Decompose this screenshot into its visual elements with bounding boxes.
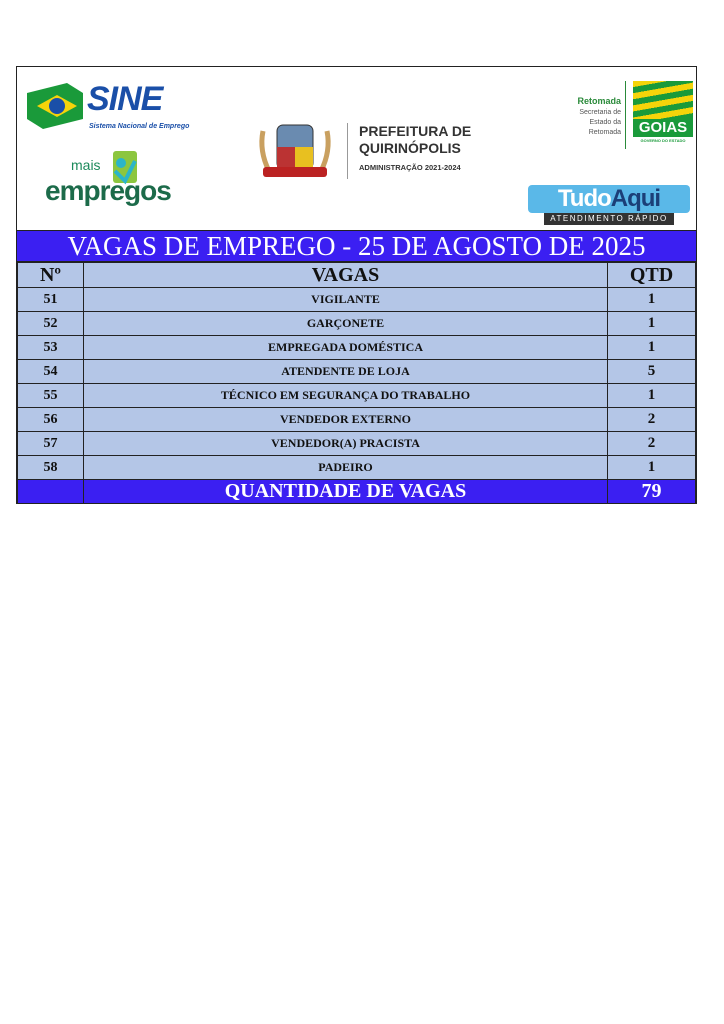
retomada-title: Retomada [577, 96, 621, 106]
row-number: 54 [18, 360, 84, 384]
job-quantity: 1 [608, 288, 696, 312]
job-quantity: 1 [608, 312, 696, 336]
table-row [18, 312, 696, 336]
sine-logo-text: SINE [87, 80, 163, 118]
goias-flag-icon [633, 81, 693, 119]
job-quantity: 2 [608, 408, 696, 432]
total-value: 79 [608, 480, 696, 504]
prefeitura-admin: ADMINISTRAÇÃO 2021-2024 [359, 163, 461, 172]
retomada-logo [537, 95, 621, 138]
logo-header [17, 67, 696, 231]
row-number: 55 [18, 384, 84, 408]
goias-name: GOIAS [633, 119, 693, 137]
goias-logo [633, 81, 693, 147]
retomada-line1: Secretaria de [579, 109, 621, 116]
total-empty-cell [18, 480, 84, 504]
job-quantity: 1 [608, 384, 696, 408]
table-row [18, 432, 696, 456]
table-row [18, 408, 696, 432]
job-title: TÉCNICO EM SEGURANÇA DO TRABALHO [84, 384, 608, 408]
job-title: PADEIRO [84, 456, 608, 480]
job-sheet [16, 66, 697, 504]
divider [347, 123, 348, 179]
job-quantity: 1 [608, 456, 696, 480]
retomada-line2: Estado da [589, 119, 621, 126]
job-title: ATENDENTE DE LOJA [84, 360, 608, 384]
row-number: 56 [18, 408, 84, 432]
row-number: 58 [18, 456, 84, 480]
column-header-vagas: VAGAS [84, 263, 608, 288]
sine-logo-icon [27, 83, 83, 129]
column-header-qtd: QTD [608, 263, 696, 288]
tudo-aqui-sub: ATENDIMENTO RÁPIDO [544, 213, 674, 225]
retomada-line3: Retomada [588, 129, 621, 136]
total-row [18, 480, 696, 504]
aqui-label: Aqui [610, 185, 661, 212]
job-quantity: 2 [608, 432, 696, 456]
prefeitura-line2: QUIRINÓPOLIS [359, 140, 461, 156]
prefeitura-line1: PREFEITURA DE [359, 123, 472, 139]
quirinopolis-crest-icon [255, 121, 335, 181]
sine-subtitle: Sistema Nacional de Emprego [89, 123, 190, 130]
column-header-number: Nº [18, 263, 84, 288]
table-row [18, 456, 696, 480]
job-title: VENDEDOR(A) PRACISTA [84, 432, 608, 456]
empregos-label: empregos [45, 175, 171, 206]
total-label: QUANTIDADE DE VAGAS [84, 480, 608, 504]
table-row [18, 384, 696, 408]
job-quantity: 5 [608, 360, 696, 384]
row-number: 51 [18, 288, 84, 312]
divider [625, 81, 626, 149]
table-row [18, 336, 696, 360]
tudo-aqui-logo [528, 185, 690, 227]
mais-label: mais [71, 157, 101, 173]
table-row [18, 288, 696, 312]
job-quantity: 1 [608, 336, 696, 360]
tudo-label: Tudo [557, 185, 611, 212]
jobs-table [17, 262, 696, 504]
row-number: 52 [18, 312, 84, 336]
page-title: VAGAS DE EMPREGO - 25 DE AGOSTO DE 2025 [17, 231, 696, 262]
row-number: 53 [18, 336, 84, 360]
job-title: EMPREGADA DOMÉSTICA [84, 336, 608, 360]
job-title: VIGILANTE [84, 288, 608, 312]
table-header [18, 263, 696, 288]
job-title: VENDEDOR EXTERNO [84, 408, 608, 432]
table-row [18, 360, 696, 384]
prefeitura-name [359, 123, 471, 157]
goias-sub: GOVERNO DO ESTADO [640, 138, 686, 143]
job-title: GARÇONETE [84, 312, 608, 336]
row-number: 57 [18, 432, 84, 456]
